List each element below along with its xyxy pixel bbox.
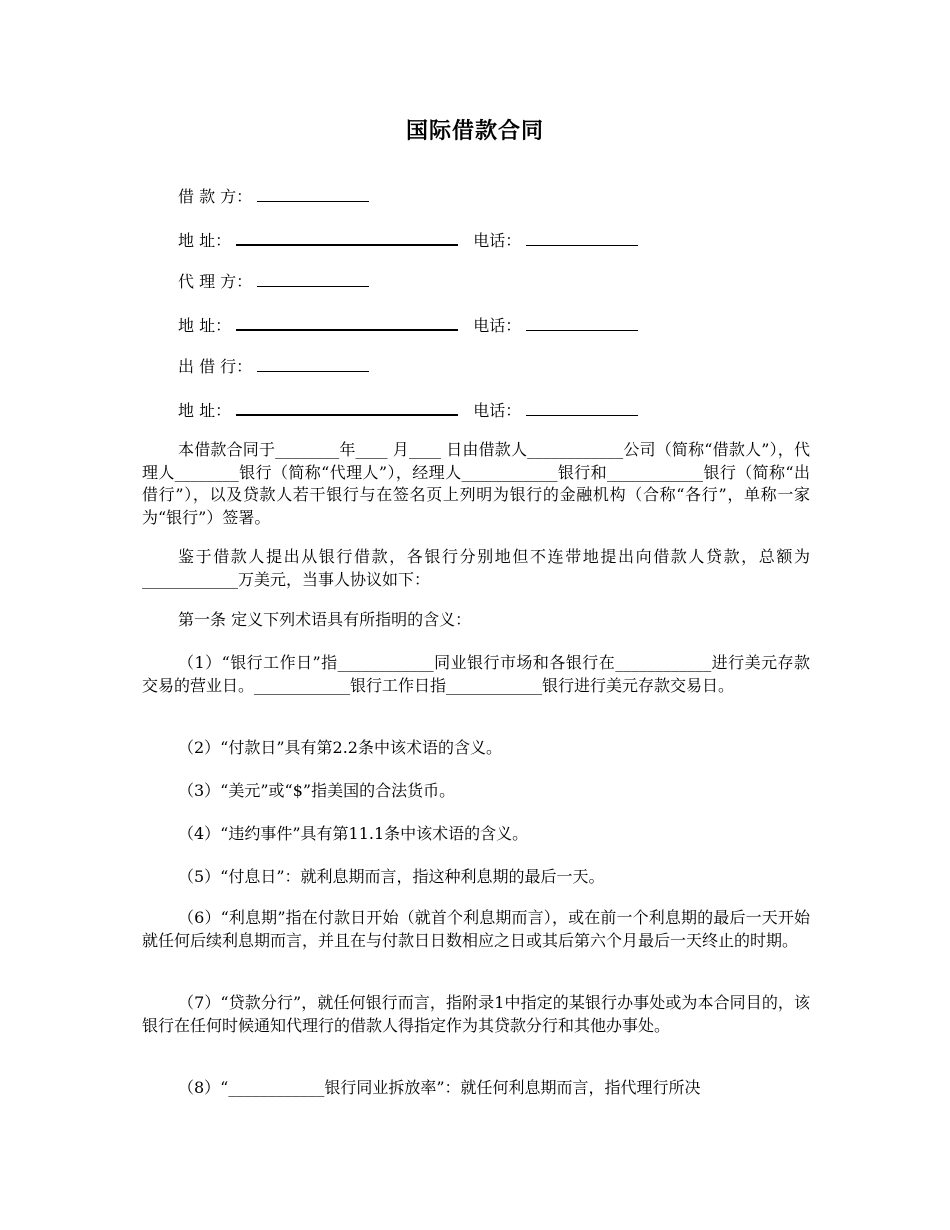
recital-paragraph: 鉴于借款人提出从银行借款，各银行分别地但不连带地提出向借款人贷款，总额为____________万美元，当事人协议如下： — [142, 547, 810, 589]
definition-7: （7）“贷款分行”，就任何银行而言，指附录1中指定的某银行办事处或为本合同目的，该银行在任何时候通知代理行的借款人得指定作为其贷款分行和其他办事处。 — [142, 993, 810, 1035]
borrower-phone-label: 电话： — [473, 231, 522, 250]
borrower-address-row — [178, 226, 638, 252]
agent-phone-label: 电话： — [473, 316, 522, 335]
definition-3: （3）“美元”或“$”指美国的合法货币。 — [178, 781, 456, 800]
document-title: 国际借款合同 — [405, 119, 544, 144]
borrower-address-label: 地 址： — [178, 231, 232, 250]
lender-address-label: 地 址： — [178, 401, 232, 420]
borrower-row — [178, 183, 369, 209]
definition-4: （4）“违约事件”具有第11.1条中该术语的含义。 — [178, 824, 529, 843]
borrower-address-blank[interactable] — [236, 226, 458, 246]
borrower-phone-blank[interactable] — [526, 227, 638, 246]
agent-label: 代 理 方： — [178, 272, 253, 291]
preamble-paragraph: 本借款合同于________年____ 月____ 日由借款人____________公司（简称“借款人”），代理人________银行（简称“代理人”），经理人____________银行和____________银行（简称“出借行”），以及贷款人若干银行与在签名页上列明为银行的金融机构（合称“各行”，单称一家为“银行”）签署。 — [142, 440, 810, 527]
borrower-label: 借 款 方： — [178, 187, 253, 206]
agent-address-row — [178, 311, 638, 337]
agent-phone-blank[interactable] — [526, 312, 638, 331]
agent-blank[interactable] — [257, 268, 369, 287]
definition-2: （2）“付款日”具有第2.2条中该术语的含义。 — [178, 738, 502, 757]
borrower-blank[interactable] — [257, 183, 369, 202]
agent-row — [178, 268, 369, 294]
lender-phone-label: 电话： — [473, 401, 522, 420]
agent-address-label: 地 址： — [178, 316, 232, 335]
lender-address-blank[interactable] — [236, 396, 458, 416]
definition-6: （6）“利息期”指在付款日开始（就首个利息期而言），或在前一个利息期的最后一天开始就任何后续利息期而言，并且在与付款日日数相应之日或其后第六个月最后一天终止的时期。 — [142, 908, 810, 950]
article-1-heading: 第一条 定义下列术语具有所指明的含义： — [178, 610, 472, 629]
lender-blank[interactable] — [257, 353, 369, 372]
lender-address-row — [178, 396, 638, 422]
lender-label: 出 借 行： — [178, 357, 253, 376]
definition-8: （8）“____________银行同业拆放率”：就任何利息期而言，指代理行所决 — [178, 1078, 701, 1097]
agent-address-blank[interactable] — [236, 311, 458, 331]
definition-1: （1）“银行工作日”指____________同业银行市场和各银行在____________进行美元存款交易的营业日。____________银行工作日指____________银行进行美元存款交易日。 — [142, 653, 810, 695]
lender-row — [178, 353, 369, 379]
definition-5: （5）“付息日”：就利息期而言，指这种利息期的最后一天。 — [178, 867, 605, 886]
lender-phone-blank[interactable] — [526, 397, 638, 416]
